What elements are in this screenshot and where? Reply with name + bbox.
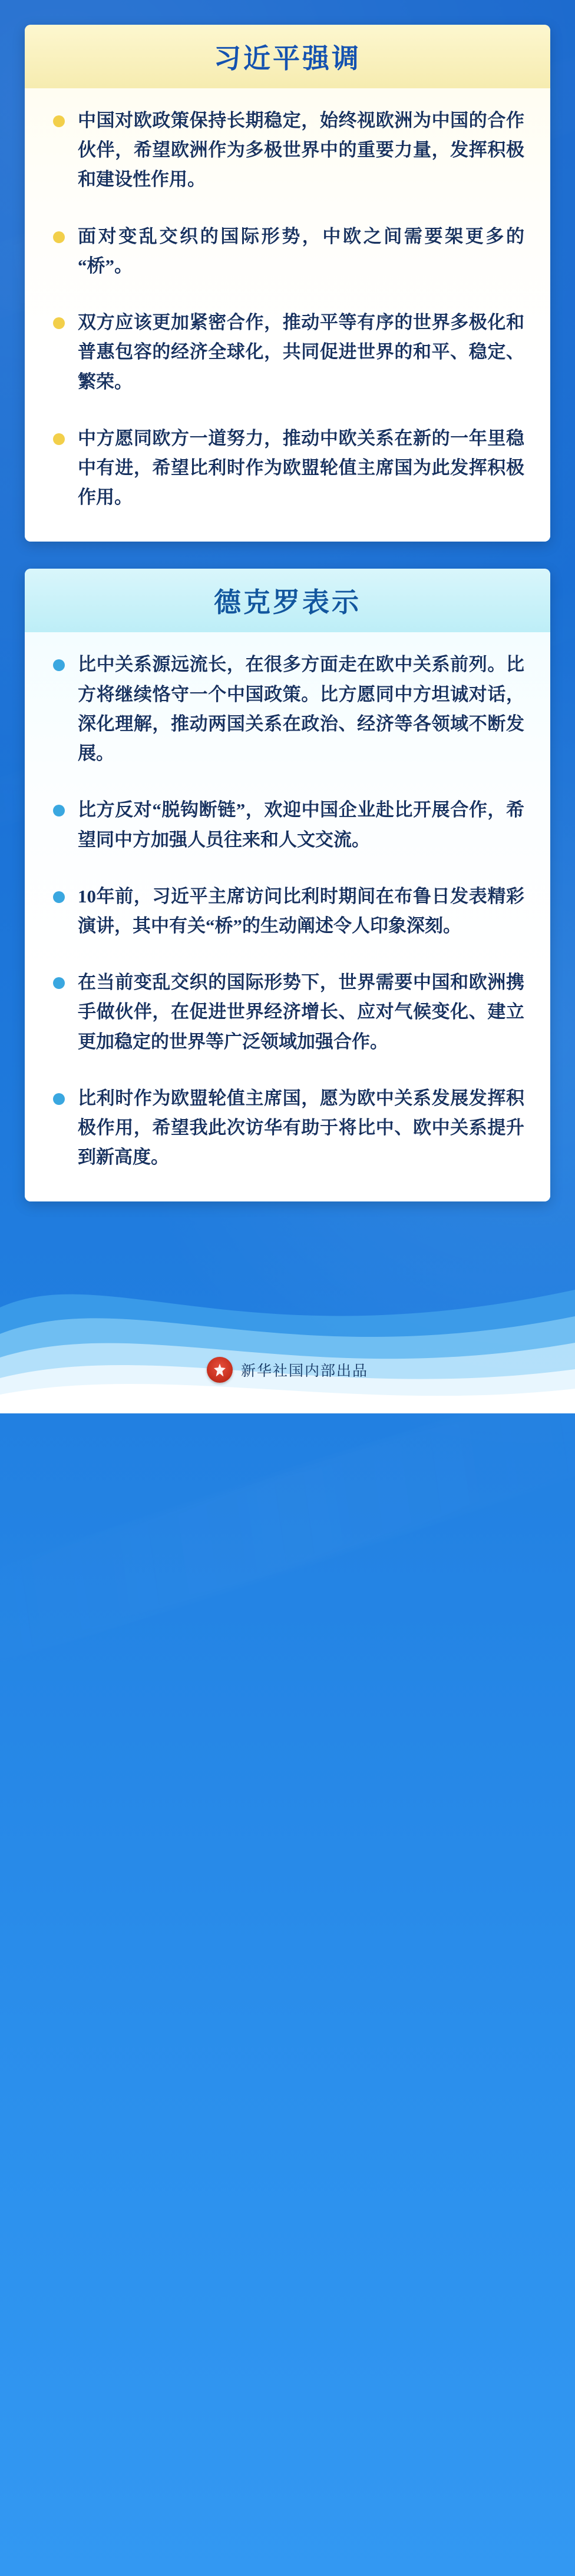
- bullet-dot-icon: [53, 115, 65, 127]
- point-text: 比利时作为欧盟轮值主席国，愿为欧中关系发展发挥积极作用，希望我此次访华有助于将比中、欧中关系提升到新高度。: [78, 1087, 524, 1168]
- point-text: 中方愿同欧方一道努力，推动中欧关系在新的一年里稳中有进，希望比利时作为欧盟轮值主席国为此发挥积极作用。: [78, 427, 524, 508]
- bullet-dot-icon: [53, 1093, 65, 1105]
- bullet-dot-icon: [53, 805, 65, 816]
- list-item: [51, 222, 524, 281]
- card-title: 德克罗表示: [214, 587, 361, 618]
- card-title: 习近平强调: [214, 44, 361, 74]
- card-body: [25, 632, 550, 1201]
- quote-card-decroo: [25, 569, 550, 1201]
- list-item: [51, 882, 524, 941]
- footer: [0, 1237, 575, 1413]
- xinhua-emblem-icon: [207, 1357, 233, 1383]
- bullet-dot-icon: [53, 317, 65, 329]
- list-item: [51, 1084, 524, 1173]
- point-text: 双方应该更加紧密合作，推动平等有序的世界多极化和普惠包容的经济全球化，共同促进世界的和平、稳定、繁荣。: [78, 312, 524, 392]
- point-text: 中国对欧政策保持长期稳定，始终视欧洲为中国的合作伙伴，希望欧洲作为多极世界中的重要力量，发挥积极和建设性作用。: [78, 110, 524, 190]
- list-item: [51, 308, 524, 397]
- card-header: [25, 569, 550, 632]
- wave-decoration-icon: [0, 1237, 575, 1413]
- points-list: [51, 650, 524, 1172]
- points-list: [51, 106, 524, 512]
- card-header: [25, 25, 550, 88]
- point-text: 面对变乱交织的国际形势，中欧之间需要架更多的“桥”。: [78, 225, 524, 276]
- list-item: [51, 795, 524, 854]
- bullet-dot-icon: [53, 231, 65, 243]
- bullet-dot-icon: [53, 433, 65, 445]
- list-item: [51, 968, 524, 1057]
- quote-card-xi: [25, 25, 550, 542]
- list-item: [51, 650, 524, 768]
- list-item: [51, 106, 524, 195]
- bullet-dot-icon: [53, 891, 65, 903]
- bullet-dot-icon: [53, 659, 65, 671]
- footer-brand: [0, 1357, 575, 1383]
- list-item: [51, 424, 524, 513]
- point-text: 比方反对“脱钩断链”，欢迎中国企业赴比开展合作，希望同中方加强人员往来和人文交流。: [78, 799, 524, 850]
- point-text: 在当前变乱交织的国际形势下，世界需要中国和欧洲携手做伙伴，在促进世界经济增长、应对气候变化、建立更加稳定的世界等广泛领域加强合作。: [78, 972, 524, 1052]
- card-body: [25, 88, 550, 542]
- footer-brand-label: 新华社国内部出品: [240, 1363, 368, 1380]
- bullet-dot-icon: [53, 977, 65, 989]
- point-text: 10年前，习近平主席访问比利时期间在布鲁日发表精彩演讲，其中有关“桥”的生动阐述令人印象深刻。: [78, 885, 524, 936]
- point-text: 比中关系源远流长，在很多方面走在欧中关系前列。比方将继续恪守一个中国政策。比方愿同中方坦诚对话，深化理解，推动两国关系在政治、经济等各领域不断发展。: [78, 654, 524, 764]
